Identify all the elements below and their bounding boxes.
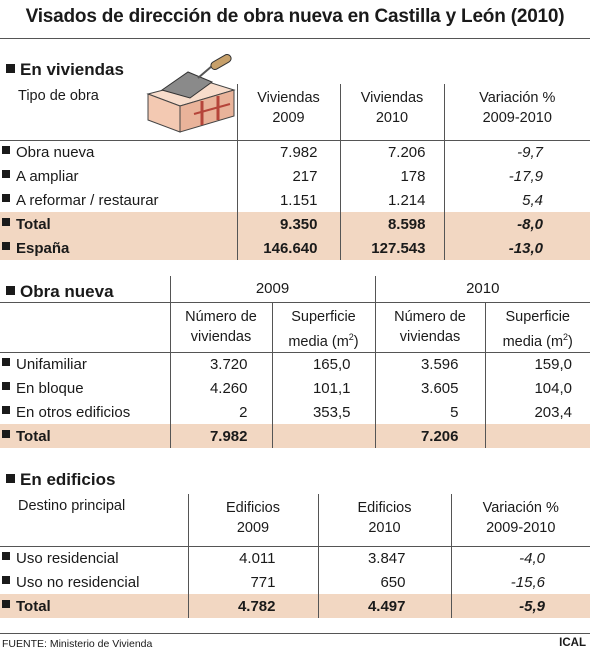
square-bullet-icon xyxy=(2,600,10,608)
brand-logo: ICAL xyxy=(559,637,586,649)
section-obra-nueva-title: Obra nueva xyxy=(6,282,114,302)
table-row: A ampliar 217 178 -17,9 xyxy=(0,164,590,188)
square-bullet-icon xyxy=(2,242,10,250)
col-edificios-2010-header: Edificios xyxy=(357,500,412,516)
col-superficie-2010-header: Superficie xyxy=(505,308,570,325)
col-viviendas-2010-header: Viviendas xyxy=(360,90,424,106)
square-bullet-icon xyxy=(2,430,10,438)
square-bullet-icon xyxy=(2,194,10,202)
table-row: En bloque 4.260 101,1 3.605 104,0 xyxy=(0,376,590,400)
subheader-row: Número de viviendas Superficie media $(m^2)$ Número de viviendas Superficie media $(m^2)$ xyxy=(0,302,590,352)
col-edificios-2009-header: Edificios xyxy=(226,500,280,516)
square-bullet-icon xyxy=(2,406,10,414)
col-superficie-2009-header: Superficie xyxy=(291,308,356,325)
col-variacion-header: Variación % xyxy=(482,500,559,516)
table-header-row: Destino principal Edificios 2009 Edificios 2010 Variación % 2009-2010 xyxy=(0,494,590,546)
table-viviendas xyxy=(0,84,590,260)
year-header-row xyxy=(0,276,590,302)
espana-row: España 146.640 127.543 -13,0 xyxy=(0,236,590,260)
footer-divider xyxy=(0,633,590,634)
square-bullet-icon xyxy=(6,64,15,73)
total-row: Total 7.982 7.206 xyxy=(0,424,590,448)
total-row: Total 9.350 8.598 -8,0 xyxy=(0,212,590,236)
table-row: En otros edificios 2 353,5 5 203,4 xyxy=(0,400,590,424)
source-note: FUENTE: Ministerio de Vivienda xyxy=(2,638,153,650)
title-divider xyxy=(0,38,590,39)
square-bullet-icon xyxy=(2,358,10,366)
square-bullet-icon xyxy=(2,170,10,178)
square-bullet-icon xyxy=(2,552,10,560)
year-2009-header: 2009 xyxy=(170,276,375,302)
table-row: Uso residencial 4.011 3.847 -4,0 xyxy=(0,546,590,570)
square-bullet-icon xyxy=(6,474,15,483)
table-edificios xyxy=(0,494,590,618)
col-numero-2009-header: Número de xyxy=(185,308,257,325)
page-title: Visados de dirección de obra nueva en Castilla y León (2010) xyxy=(25,6,565,27)
square-bullet-icon xyxy=(2,382,10,390)
square-bullet-icon xyxy=(2,218,10,226)
table-obra-nueva xyxy=(0,276,590,448)
col-destino-header: Destino principal xyxy=(18,498,126,514)
table-header-row: Tipo de obra Viviendas 2009 Viviendas 2010 Variación % 2009-2010 xyxy=(0,84,590,140)
col-tipo-header: Tipo de obra xyxy=(18,88,99,104)
year-2010-header: 2010 xyxy=(375,276,590,302)
col-viviendas-2009-header: Viviendas xyxy=(257,90,320,106)
section-viviendas-title: En viviendas xyxy=(6,60,124,80)
table-row: Uso no residencial 771 650 -15,6 xyxy=(0,570,590,594)
table-row: A reformar / restaurar 1.151 1.214 5,4 xyxy=(0,188,590,212)
col-variacion-header: Variación % xyxy=(479,90,556,106)
table-row: Unifamiliar 3.720 165,0 3.596 159,0 xyxy=(0,352,590,376)
table-row: Obra nueva 7.982 7.206 -9,7 xyxy=(0,140,590,164)
square-bullet-icon xyxy=(2,576,10,584)
total-row: Total 4.782 4.497 -5,9 xyxy=(0,594,590,618)
section-edificios-title: En edificios xyxy=(6,470,115,490)
square-bullet-icon xyxy=(2,146,10,154)
col-numero-2010-header: Número de xyxy=(394,308,466,325)
